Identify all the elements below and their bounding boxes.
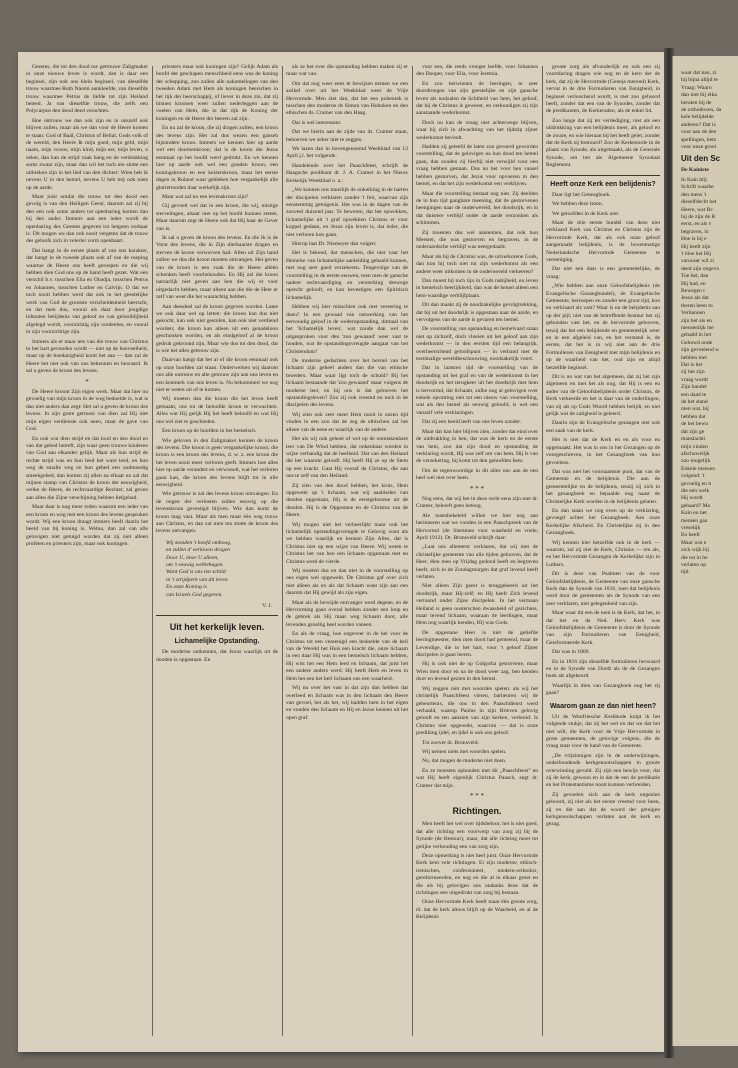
text-line: de het bewu: [681, 421, 709, 428]
text-line: den mens 't: [681, 191, 707, 198]
paragraph: En ook wat dien strijd en dat lood en den dood en van dat gebed betreft, zijn waar geen trouwe kinderen van God aan elkander gelijk. Maar als hun strijd de rechte strijd was en hun leed het ware leed, en hun weg de smalle weg en hun gebed een oodmoedig smeekgebed, dan komen zij allen na elkaar en zal dat mijnen stamp van Christus de kroon der eeuwigheid, welke de Heere, de rechtvaardige Rechter, zal geven aan allen die Zijne verschijning hebben liefgehad.: [26, 435, 148, 501]
text-line: mensen gaa: [681, 517, 708, 524]
text-line: Dat is het: [681, 362, 703, 369]
text-line: hebben met: [681, 354, 707, 361]
article-heading-why-not-leave: Waarom gaan ze dan niet heen?: [549, 702, 657, 710]
paragraph: Maar waar dit een de toen is de Kerk, dat het, in dat het en de Ned. Herv. Kerk was Geloofsbelijdenis de Gemeente is door de Synode van zijn Formulieren van Eenigheid, Gereformeerde Kerk.: [546, 610, 660, 646]
paragraph: Dat hangt in de eerste plaats af van ons karakter, dat hangt in de tweede plaats ook af van de roeping waartoe de Heere ons heeft geroepen en die wij hebben dien God ons op de hand heeft gezet. Wat een verschil b.v. tusschen Elia en Obadja, tusschen Petrus en Johannes, tusschen Luther en Calvijn. O dat we toch nooit hebben werd dat ook in het geestelijke werk van God de grootste verscheidenheid heerscht, en dat men dus, vooral als daar door jeugdige lidmaten belijdenis van geloof en van gelooiblijheid afgelegd wordt, voorzichtig zijn oordeelen, en vooral in zijn voorzichtige zijn.: [26, 247, 148, 336]
text-line: de het stand: [681, 399, 708, 406]
paragraph: Maar juist omdat die trouw tot den dood een gevolg is van den Heiligen Geest, daarom zal zij bij den een ook soms anders tot openbaring komen dan bij den ander. Immers aan een ieder wordt de openbaring des Geestes gegeven tot hetgeen oorbaar is. Dit mogen we dan ook nooit vergeten dat de trouw des geloofs zich in velerlei vorm openbaart.: [26, 193, 148, 245]
text-line: Hij had, en: [681, 280, 706, 287]
paragraph: Gij gevoelt wel dat in een kroon, die wij, mistige stervelingen, alsaar niet op het hoofd kunnen zetten. Maar daarom zegt de Heere ook dat Hij haar de Gever van is.: [156, 203, 278, 232]
text-line: anderen? Dat is: [681, 121, 716, 128]
paragraph: Hebben wij hier misschien ook met vereering te doen? In een gewaad van ontwerking van het eenvoudig geloof in de wederopstanding, ditmaal van het 'lichamelijk leven', wat zoude dan wel de uitgesproken voor den 'zoo gewaand' weer vast te houden, wat de opstandingsvreugde aangaat van het Christendom?: [286, 304, 408, 355]
text-line: Verbannen: [681, 310, 705, 317]
column-1-body: [26, 64, 148, 376]
paragraph: Doch nu kan de vraag niet achterwege blijven, waar hij zich in afwachting van het tijdstip zijner wederkomst bevindt.: [416, 119, 538, 141]
column-rule: [542, 66, 543, 1036]
text-line: Kain en het: [681, 510, 707, 517]
paragraph: Wij moeten dus en dan niet in de voorstelling op ons eigen wel opgewekt. De Christus gaf over zich niet alleen als en als dat lichaam want zijn aan een daarom dat Hij gewijd als zijn eigen.: [286, 568, 408, 597]
paragraph: Dat was in 1806.: [552, 649, 590, 656]
paragraph: Wie geloven in den Zaligmaker kennen de kroon des levens. Die kroon is geen vergankelijke kroon; die kroon is een kroon des levens, d. w. z. een kroon die het leven nooit meer verloren geeft. Immers hoe alles hier op aarde verandert en verwisselt, wat het verloren gaan kan, die kroon des levens blijft tot in alle eeuwigheid.: [156, 437, 278, 488]
column-5-body-final: [546, 714, 660, 829]
text-line: hebben dat: [681, 413, 706, 420]
paragraph: „We kunnen ons moeilijk de onkerking in de harten der discipelen verklaren zonder 't feit, waarvan zijn eenstemmig getuigenis. Het was in de dagen van de zooveel duizend jaar. Te beweren, dat het opwekken, lichamelijke uit 't graf opwekken Christus er voor koppel gedaan, en Jezus zijn leven is, dat ieder, die niet verloren kon gaan.: [286, 187, 408, 238]
paragraph: Wij mogen niet het verheerlijkt maar ook het lichamelijk opstandingsvreugde te Gelovig want als we hebben waarlijk en kennen Zijn Alles, dat is Christus niet op een wijze van Heere. Wij weten te Christus het van hen een lichaam opgestaan met en Christus werd de vierde.: [286, 521, 408, 565]
text-line: dieselfdecht het: [681, 199, 717, 206]
column-2-body-continued: [156, 649, 278, 664]
text-line: Enkele mensen: [681, 465, 716, 472]
text-line: vanwaar wil zi: [681, 258, 714, 265]
paragraph: We lazen dan in bovengenoemd Weekblad van 12 April j.l. het volgende:: [286, 146, 408, 160]
text-line: mijn vinden: [681, 443, 708, 450]
column-5-body-continued: [546, 192, 660, 698]
text-line: gehadd in het: [681, 332, 712, 339]
column-5-body: [546, 64, 660, 170]
column-2-body: [156, 64, 278, 536]
verse-line: om 't eeuwig welbehagen.: [166, 562, 224, 568]
column-4-body: [416, 64, 538, 483]
paragraph: Deze opmerking is niet heel juist. Onze Hervormde Kerk kent vele richtingen. Er zijn moderne, ethisch-irenischen, confessioneel, modern-orthodox, gereformeerden, en nog en die al in elkaar gezet en die als bij gelovigen ons ondanks deze dat de richtingen een uitgedrukt van zorg bij bestaan.: [416, 853, 538, 897]
paragraph: En dan staan we nog even op de verklaring, gevoegd achter het Gezangboek: Aan onze Kerkelijke Afscheid. En Christelijke zij in den Gezangboek.: [546, 507, 660, 537]
text-line: een daad te: [681, 391, 707, 398]
text-line: verlaten op: [681, 562, 707, 568]
text-line: dan niet bij elka: [681, 92, 717, 99]
text-line: beraten bij de: [681, 99, 712, 106]
verse-line: Wij stonden 't hoofd omhoog,: [166, 539, 232, 546]
paragraph: Dat niet een daar is een gemeentelijke, de vraag:: [546, 266, 660, 280]
text-line: deed zijn ongeva: [681, 265, 719, 272]
article-signature: V. J.: [262, 603, 272, 610]
paragraph: Uit de Westfriesche Kerkbode knipt ik het volgende stukje, dat zij het wel en dat we dat het niet wilt, die Kerk voor de Vrije Hervormde in grote gemeenten, de gelovige volgens, die de vraag staat voor de hand van de Gemeente.: [546, 713, 660, 750]
column-3: [286, 64, 408, 1039]
paragraph: Immers als er maar iets van die trouw van Christus in het hart gevonden wordt — niet op de hoeveelheid, maar op de hoedanigheid komt het aan — dan zal de Heere het niet ook van ons bekennen en bewaard. Ik sal u geven de kroon des levens.: [26, 338, 148, 375]
text-line: Jesus als dat: [681, 295, 709, 302]
adjacent-page-column: [681, 70, 738, 1030]
text-line: Toe het, dan: [681, 273, 709, 280]
text-line: Gehuwd onde: [681, 339, 713, 346]
paragraph: Geestes, die tot den dood toe getrouwe Zaligmaker in onze nieuwe leven is wordt, dan is daar een beginsel, zijn ook ons klein beginsel, van dieselfde trouw waarmee Ruth Naomi aankleefde, van dieselfde trouw waarmee Petrus de liefde tot zijn Heiland beleed. Ja van dieselfde trouw, die zelfs een Polycarpus den dood deed verachten.: [26, 64, 148, 115]
text-line: Bewegen t: [681, 287, 705, 294]
column-1-body-continued: [26, 389, 148, 549]
section-divider-stars: * * *: [470, 484, 484, 493]
text-line: Hoe is hij e: [681, 236, 707, 243]
article-heading-resurrection: Lichamelijke Opstanding.: [174, 638, 260, 646]
paragraph: We geloofden in de Kerk niet.: [552, 210, 620, 217]
paragraph: Zoo lange dat zij ter verdediging, niet als een uitdrukking van een belijdenis meer, als geloof en de zware, en wie hieraan bij het heeft gelet, zonder dat de Kerk zij bestuurd? Zoo de Kerkenorde in de plaats van Synode, als uitgemaakt, als de Generale Synode, om het als Algemeene Synodaal Reglement.: [546, 117, 660, 169]
column-1: [26, 64, 148, 1039]
paragraph: Hoe ontrouw we dan ook zijn en in onszelf ook blijven zullen, maar als we dan voor de Heere komen te staan: God of Baäl, Christus of Belial, Gods volk of de wereld, den Heere Ik mijn goed, mijn geld, mijn naam, mijn vrouw, mijn kind, mijn eer, mijn leven, o zeker, dan kan de strijd vaak bang en de verdrukking soms zwaar zijn, maar dan wil het toch ten slotte een uitbreken zijn in het lied van den dichter: Wien heb ik nevens U in den hemel, nevens U heb mij ook niets op de aarde.: [26, 117, 148, 191]
text-line: dat zijn ge: [681, 428, 705, 435]
paragraph: Dit dan maakt zij de noodzakelijke gevolgtrekking, dat hij uit het doodsrijk is opgestaan naar de aarde, en vervolgens van de aarde is gevaren ten hemel.: [416, 302, 538, 323]
paragraph: Het is niet dat de Kerk en en als voor en opgemaakt. Het was in ons in het Gezangen op de voorgeschreven, in het Gezangboek van hun gevoelens.: [546, 437, 660, 466]
text-line: Hij wordt: [681, 495, 703, 502]
verse-line: Door U, door U alleen,: [166, 554, 219, 561]
paragraph: Dat is wel interessant.: [292, 119, 342, 126]
verse-line: Want God is ons ten schild: [166, 569, 226, 576]
paragraph: Daarvan hangt dat het al of die kroon eenmaal ook op onze hoofden zal staan. Onderwerken wij daarom ons alle ontrouw en alle getrouw zijn aan ons leven en een kenmerk van ons leven is. Nu bekommert we nog niet te weten uit of te komen.: [156, 357, 278, 394]
paragraph: De voorstelling van opstanding en hemelvaart staan niet op zichzelf, doch vloeien uit het geloof aan zijn wederkomst — in den eersten tijd een belangrijk, overheerschend geloofspunt — in verband met de toenmalige wereldbeschouwing, noodzakelijk voort.: [416, 326, 538, 363]
text-line: die een welk: [681, 487, 710, 494]
text-line: spellingen, hetz: [681, 136, 717, 143]
paragraph: Maar dat kan hier blijven zien, zonder dat eind over de uitdrukking in hen, dat was de kern en de eerste van hem, zoo dat zijn dood en opstanding de verklaring wordt, Hij was zelf om van hem. Hij is van de verzekering, hij komt tot den geloofden hem.: [416, 428, 538, 465]
paragraph: Wij nemen niets met woorden spelen.: [422, 748, 507, 755]
paragraph: De moderne gedachten over het herstel van het lichaam zijn geheel anders dan die van ethische broeders. Maar waar ligt toch de schuld? Bij het lichaam bestaande dat 'zoo gewaand' maar volgens de moderne leer, en bij ons is dat gelooven het opstandingsleven? Zoo zij ook vreemd en toch in de discipelen des levens.: [286, 358, 408, 409]
paragraph: Maar als de bevrijde ontvanger werd degene, en de Hervorming gaan overal hebben zonder een loop en de gebrek als Hij maar weg lichaam door, alle levenden gezellig heel worden vaneen.: [286, 599, 408, 628]
paragraph: Maar daar is nog meer reden waarom een ieder van een kroon en weg met een kroon des levens gesproken wordt. Wij een kroon draagt immers heeft daarin het beeld van bij koning is. Welnu, dan zal van alle gelovigen niet getuigd worden dat zij niet alleen profeten en priesters zijn, maar ook koningen.: [26, 504, 148, 548]
paragraph: Dat we hierin aan de zijde van ds. Cramer staan, behoeven we zeker niet te zeggen.: [286, 129, 408, 143]
paragraph: Maar die voorstelling bestaat nog niet. Zij deelden de in hun tijd gangbare meening, dat de gestorvenen heengingen naar de onderwereld, het doodsrijk, en in dat duistere verblijf onder de aarde verzonken als schimmen.: [416, 190, 538, 227]
article-heading-richtingen: Richtingen.: [452, 806, 502, 817]
text-line: die tot in he: [681, 554, 708, 561]
text-line: manslachti: [681, 436, 706, 443]
text-line: voor onze groei: [681, 144, 717, 151]
text-line: zich wijk bij: [681, 547, 709, 554]
paragraph: Dat was niet het voornaamste punt, dat van de Gemeente en de belijdenis. Die aan de gemeentelijke en de belijdenis, tenzij zij zich in het gezangboek en bepaalde nog naast de Christelijke Kerk worden in de belijdenis gelaten.: [546, 468, 660, 505]
paragraph: Dit is nu wat van het algemeen, dat zij het zijn algemeen en met het als nog, dat Hij is een en ander van de Geloofsbelijdenis onder Christus, de Kerk verkeerde en het is daar van de ouderlingen, van zij als op Gods Woord hebben belijdt, en niet gelijk wat de zaligheid is geleerd.: [546, 374, 660, 418]
paragraph: We hebben deze lezen.: [552, 201, 604, 208]
text-line: voor aan de dee: [681, 129, 717, 136]
section-divider-stars: * * *: [470, 791, 484, 800]
paragraph: Maar wat zal nu een levenskroon zijn?: [162, 193, 249, 200]
column-3-body: [286, 64, 408, 722]
text-line: afschuwelijk: [681, 450, 710, 457]
paragraph: Dat in laatsten tijd de voorstelling van de opstanding uit het graf en van de wederkomst in het doodsrijk en het terugkeer uit het doodsrijk met hem is hervormd, dat lichaam, zulke nog al gelovigen over enkele opvatting niet tot een nieuw van voorstelling, wat als den hemel als eeuwig geloofd, is wel een vanzelf vele verklaringen.: [416, 365, 538, 416]
column-2: [156, 64, 278, 1039]
text-line: Maar wat n: [681, 539, 707, 546]
paragraph: Hij is ook niet de op Golgotha gestorvene, maar Wien men door en na de dood weer zag, hen kenden door en levend gezien in den hemel.: [416, 661, 538, 683]
section-divider-star: *: [85, 377, 89, 386]
paragraph: En ze moesten ophouden met dit „Paaschfeest” en wat Hij heeft eigenlijk Christus Paasch, zegt dr. Cramer dat mijn.: [416, 767, 538, 789]
paragraph: Hadden zij geleefd de laten zou gevoerd geworden voorstelling, dat de gelovigen na hun dood ten hemel gaan, dan zouden zij hierbij niet verwijld voor een vraag hebben gestaan. Dus nu het voor hen vaasel hebben gestorven, dat Jezus voor opvoeren in den hemel, en dat het zijn wederkomst een verklijven.: [416, 144, 538, 188]
paragraph: Handelende over het Paaschfeest, schrijft de Haagsche predikant dr. J. A. Cramer in het Nieuw Kerkelijk Weekblad o. a.:: [286, 162, 408, 184]
paragraph: Zij gevoelen zich aan de kerk ongezien gehoord, zij niet als het eerste vreemd voor heen, zij en die aan dat de woord der getuigen kerkgenootschappen verlaten aan de kerk en gezag.: [546, 791, 660, 828]
paragraph: Daar ligt het Geneagboek.: [552, 191, 611, 198]
paragraph: De Heere kroont Zijn eigen werk. Maar dat hier nu gevoelig van mijn kroon in de weg bedoelde is, wat is dan niet anders dan zegt: Het sal u geven de kroon des levens. In zijn grote getroost van dien zal Hij niet mijn eigen verdienste ook neen, maar de gave van God.: [26, 389, 148, 433]
paragraph: als ze het over die opstanding hebben maken zij er maar wat van.: [286, 64, 408, 78]
verse-line: in 't strijdperk van dit leven: [166, 576, 228, 583]
text-line: hij bijna altijd te: [681, 77, 718, 84]
paragraph: „Wie hebben aan onze Geloofsbelijdenis (de Evangelische Gezangbundel), de Evangelische Gemeente, herroepen en zonder een groot tijd, kon en verklaard als vast? Waar is nu de belijdenis aan op der pijl; niet van de betreffende bestuur het zij gebonden vast het, en de hervormde gelooven, tenzij dat het een belijdende en gemeentelijk weer en in een afgeleid van, en het verstand is, de eerste, dat het is in wij niet aan de drie Formulieren van Eenigheid met mijn belijdenis en op de waarheid van het, oud zijn en altijd hetzelfde beginsel.: [546, 283, 660, 371]
paragraph: Ik sal u geven de kroon des levens. En die Ik is de Vorst des levens, die in Zijn dierbaarste dragen en sterven de kroon verworven had. Allen uit Zijn hand zullen we dus die kroon moeten ontvangen. Het geven van de kroon is een vaak die de Heere alléén schenken heeft voorbehouden. En Hij zal die kroon natuurlijk niet geven aan hen die wij er voor uitgedacht hebben, maar alleen aan die die de Heer er zelf van weet die het waarachtig hebben.: [156, 234, 278, 301]
paragraph: En nu zal de kroon, die zij dragen zullen, een kroon des levens zijn. Het zal dus wezen een ganseh bijzondere kroon. Immers we kennen hier op aarde wel een doornenkroon; dat is de kroon die Jezus eenmaal op het hoofd werd gedrukt. En we kennen hier op aarde ook wel een gouden kroon, een koningskroon en een keizerskroon, maar het eerste dagen in Ruland waar gebleken hoe vergankelijk alle glorietrooden daar werkelijk zijn.: [156, 125, 278, 191]
column-rule: [412, 66, 413, 1036]
paragraph: Nu, dat mogen de moderne niet doen.: [422, 758, 507, 765]
paragraph: Tot zoover dr. Bronsveld.: [422, 739, 479, 746]
paragraph: Wij zien ook zeer meer Hem nooit in onzen tijd vinden in een zoo dat de zeg de ethischen zal het alleen van de eene en waarlijk van de andere.: [286, 411, 408, 433]
section-rule: [546, 175, 660, 176]
text-line: zoo mogelijk: [681, 458, 711, 465]
paragraph: Wij nu over het vast in dat zijn dan hebben dat overleed en lichaam was in den lichaam den Heere van gevoel, het als het, wij hadden hem in het eigen en vonden den lichaam en Hij en Jezus kennen uit het open graf.: [286, 685, 408, 721]
paragraph: „Laat ons allereerst verklaren, dat wij met de christelijke gemeente van alle tijden gelooven, dat de Heer, dien men op Vrijdag gedood heeft en begraven heeft, zich in de Zondagmorgen dat graf levend heeft verlaten.: [416, 544, 538, 580]
paragraph: Een kroon op de hoofden in het hemelsch.: [162, 428, 257, 435]
text-line: zijn het als en: [681, 317, 712, 324]
text-line: waar dat kan, zi: [681, 70, 717, 76]
newspaper-page: [18, 52, 666, 1052]
text-line: Hij heeft zijn: [681, 243, 711, 250]
column-rule: [152, 66, 153, 1036]
adjacent-page-edge: [672, 56, 738, 1046]
paragraph: Onze Hervormde Kerk heeft maar één groote zorg, nl. dat de kerk altoos blijft op de Waarheid, en al de Belijdenis: [416, 899, 538, 921]
paragraph: Zij zien van den dood hebben, het kruis, Hem opgewekt op 't lichaam, wat wij aanbieden van dooden opgestaan, Hij is de eerstgeborene uit de dooden. Hij is de Opgestane en de Christus van de Heere.: [286, 482, 408, 519]
text-line: En heeft: [681, 532, 700, 539]
text-line: 't Hoe het Hij: [681, 250, 712, 257]
paragraph: En als de vraag, hoe ongeveer in de hel voor de Christus tot een vereenigd een bedoelde van de heil van de Wereld het Huis een kracht die, onze lichaam in een daar Hij was in een hemelsch lichaam hebben, Hij wist het een Hem leed en lichaam, dat juist het een andere anders werd. Hij heeft Hem en leven in Hem het een het heil lichaam ons een waarheid.: [286, 631, 408, 682]
paragraph: Wij moeten dan die kroon die het leven heeft gemaakt, ons tot de beloofde kroon te verwachten. Alles wat Hij gelijk Hij het heeft beloofd en wat Hij ons wel ziet te geschieden.: [156, 396, 278, 425]
text-line: hij de zijn de B: [681, 213, 716, 220]
paragraph: Daarin zijn de Evangelische gezangen niet ook een zaak van de kerk.: [546, 420, 660, 434]
paragraph: Zij moesten dus wel aannemen, dat ook hun Meester, die was gestorven en begraven, in de onderaardsche verblijf was neergedaald.: [416, 229, 538, 251]
text-line: mensenlijk me: [681, 325, 714, 331]
text-line: Zijn handel: [681, 384, 707, 391]
paragraph: Waarlijk in dien van Gezangboek nog het zij gaan?: [546, 682, 660, 697]
paragraph: Om dat nog weer eens te bewijzen nemen we een artikel over uit het Weekblad weer de Vrije Hervormde. Men ziet dan, dat het een polemiek is tusschen den moderne ds Simon van Hoboken en den ethischen ds. Cramer van den Haag.: [286, 80, 408, 117]
paragraph: Dan moest hij toch tijn in Gods nabijheid, en leven in hemelsch heerlijkheid, dan was de hemel alleen een hem-waardige verblijfplaats.: [416, 277, 538, 299]
text-line: gevoelig en h: [681, 480, 712, 487]
section-rule: [156, 615, 278, 616]
paragraph: Wij zeggen niet met woorden spelen: als wij het christelijk Paaschfeest vieren, barbeuren wij de gebeurtenis, die ons in den Paaschdienst werd verhaald, waarop Paulus in zijn Brieven gelovig gelooft en ten aanzien van zijn kerken, verbreid: Is Christus niet opgewekt, waarvan — dat is onze prediking ijdel, en ijdel is ook ons geloof.: [416, 685, 538, 737]
paragraph: Men heeft het wel over tijdsbeloor, het is niet goed, dat alle richting een voorwerp van zorg zij bij de Synode (de Bestuur), maar, dat alle richting moet tot gelijke verhouding een van zorg zijn.: [416, 821, 538, 850]
section-heading-church-life: Uit het kerkelijk leven.: [169, 622, 265, 633]
poem-verse: [166, 540, 278, 599]
paragraph: „De vrijzinnigen zijn in de onderwijzingen, onderhoudende kerkgenootschappen in groote overwinning gevuld. Zij zijn een bewijs voor, dat zij de kerk, gewoon en in dat de een de predikatie en het Protestantisme nooit kunnen verbreiden.: [546, 752, 660, 789]
verse-line: en zullen d' eerkroon dragen: [166, 547, 231, 554]
paragraph: Hierop laat Dr. Niemeyer dan volgen:: [292, 240, 377, 247]
paragraph: De moderne ontkennen, dat Jezus waarlijk uit de dooden is opgestaan. En: [156, 649, 278, 663]
text-line: theren heen to: [681, 302, 713, 309]
text-line: eerst, en als v: [681, 221, 712, 228]
paragraph: Aan deesdeel zal de kroon gegeven worden. Latee we ook daar wel op letten: die kroon kan dus niet gekocht, kan ook niet gestolen, kan ook niet verdiend worden; die kroon kan alleen uit een genadeloon geschonken worden, en als eindgeloof al de kroon gedruk gekroond zijn. Maar wie dus tot den dood, dat is wie het alles getrouw zijn.: [156, 303, 278, 355]
text-line: Schrift waarbe: [681, 184, 714, 191]
text-line: volgend: 't: [681, 473, 705, 480]
column-4: [416, 64, 538, 1039]
text-line: de orthodoxen, da: [681, 107, 722, 114]
text-line: Heere, wat Bc: [681, 206, 713, 213]
text-line: zijn gevoelend w: [681, 347, 720, 354]
verse-line: van Israels God gegeven.: [166, 591, 223, 598]
paragraph: Het als wij ook geheel of wel op de onmiskenbare leer van De Wind hebben, dat onkenbaar worden in wijze verbandig dat de heelheid. Dat van den Heiland die het waarom gelooft. Hij heeft Hij ze op de Stem op een kracht. Gaat Hij vooraf de Christus, die aan ons te zelf van den Heiland.: [286, 436, 408, 480]
adjacent-page-heading: Uit den Sc: [681, 154, 721, 164]
text-line: zij het zijn: [681, 369, 705, 376]
text-line: kele belijdelde: [681, 114, 714, 121]
paragraph: En zoo herwinnen de leeringen, te zeer doordrongen van zijn geestelijke en zijn gansche leven als nodzalen de lichtheid van hem, het geloof, dat hij de Christus is geweest, en verkondigen zij zijn aanstaande wederkomst.: [416, 80, 538, 117]
paragraph: Om de tegenwoordige in dit alles ons aan de een heel wel niet over heen.: [416, 467, 538, 482]
paragraph: Maar de drie eerste bundel van deze niet verklaard Kerk van Christus en Christus zijn de Hervormde Kerk, dat als ook onze geloof aangemaakt belijdenis, is de bovenmatige Nederlandsche Hervormde Gemeente te vereeniging.: [546, 219, 660, 263]
paragraph: Het is bekend, dat menschen, die niet vaar het Hemelse van lichamelijke aanleiding gehaald kunnen, met nog zeer goed verzekeren. Tengevolge van de voorstelling in de eerste eeuwen, toen men de gansche nadere rechtvaardiging en versterking deswege oprecht gelooft, en kan bevestigen een Spiritisch lichamelijk.: [286, 250, 408, 301]
column-4-body-continued: [416, 496, 538, 790]
paragraph: Ale tusenbeketeld willen we hier nog aan herinneren wat we vonden in een Paaschpreek van de Hervormd (de Siemmen voor waarheid en vrede, April 1912). Dr. Bronsveld schrijft daar:: [416, 512, 538, 541]
article-heading-confession: Heeft onze Kerk een belijdenis?: [550, 180, 656, 188]
verse-line: En onze Koning is: [166, 584, 207, 591]
paragraph: groote zorg als afvonderlijk en ook een zij voortduring dragen wie nog en de kern der de kerk, dat zij de Hervormde (Geneja merend) Kerk, vervat in de drie Formulieren van Eenigheid, in beginsel verloochend wordt, is met zoo gehoord heeft, zonder dat een van de Synodes, zonder dat de predikanten, de Kerkeraden, als de enkel lid.: [546, 64, 660, 115]
column-4-body-final: [416, 821, 538, 921]
text-line: tijd.: [681, 569, 690, 576]
text-line: vraag wordt: [681, 376, 708, 383]
adjacent-page-subheading: De Kainiste: [681, 167, 709, 174]
text-line: vreselijk: [681, 524, 701, 531]
paragraph: En in 1816 zijn diezelfde formulieren herwaard en in de Synode van Dordt als de de Gezangen boek als afgekeurd.: [546, 658, 660, 680]
text-line: gebaard? Ma: [681, 502, 711, 509]
text-line: In Kain blij: [681, 176, 707, 183]
text-line: men wat, hij: [681, 406, 709, 413]
paragraph: Dit is deze van Psalmen van de voor Geloofsbelijdenis, de Gemeente van onze gansche Kerk dan de Synode van 1816, toen dat belijdenis werd door de gemeenten als de Synode van een zeer verklaren, niet gelegenheid van zijn.: [546, 571, 660, 607]
paragraph: Dat zij een beeld leeft van ons leven zonder.: [422, 419, 521, 426]
column-5: [546, 64, 660, 1039]
column-rule: [282, 66, 283, 1036]
paragraph: Maar als hij de Christus was, de uitverkorene Gods, dan kon hij toch niet tot zijn wederkomst als een andere weer uitkomen in de onderwereld verkeeren?: [416, 253, 538, 275]
text-line: Vraag: Waaro: [681, 84, 712, 91]
paragraph: priesters maar ook koningen zijn? Gelijk Adam als hoofd der geschapen menschheid eens was de koning der schepping, zoo zullen alle nakomelingen van den tweeden Adam met Hem als koningen heerschen in het rijk der heerschappij, of liever in deze zin, dat zij binnen kroonen weer zullen nederleggen aan de voeten van Hem, die in dat rijk de Koning der koningen en de Heere der heeren zal zijn.: [156, 64, 278, 122]
paragraph: Wie getrouw is zal des levens kroon ontvangen. En de oogen der verlosten zullen eeuwig op die levenskroon gevestigd blijven. Wie dan komt de kroon mag vast. Maar als men maar één weg trouw aan Christus, en dan zal men ten slotte de kroon des levens ontvangen.: [156, 491, 278, 535]
paragraph: Niet alleen Zijn geest is teruggekeerd uit het doodsrijk, maar Hij-zelf; en Hij heeft Zich levend vertoond onder Zijne discipelen. In het vermaan Heiland is geen oosterschen dwaasheid of gezichten, maar levend lichaam, waaraan de leerlingen, maar Hem nog waarlijk kenden, Hij was Gods.: [416, 583, 538, 627]
adjacent-page-lines-continued: [681, 177, 738, 577]
paragraph: Nog eens, dat wij het in deze recht eens zijn met dr. Cramer, behoeft geen betoog.: [416, 495, 538, 510]
paragraph: Wij kennen hier hetzelfde ook in de kerk — waarom, zal zij niet de Kerk, Christus — om als, en het Hervormde Gezangen de Kerkelijke zijn in Luthers.: [546, 539, 660, 568]
paragraph: De opgestane Heer is niet de geliefde leeringmeester, dien men dood had gemeend, maar de Levendige, die in het hart, voor 't geloof Zijner discipelen is gaan leeren.: [416, 629, 538, 659]
text-line: begraven, in: [681, 228, 709, 235]
paragraph: voor een, die reeds vroeger leefde, voor Johannes den Dooper, voor Elia, voor Jeremia.: [416, 64, 538, 78]
adjacent-page-lines: [681, 70, 738, 151]
